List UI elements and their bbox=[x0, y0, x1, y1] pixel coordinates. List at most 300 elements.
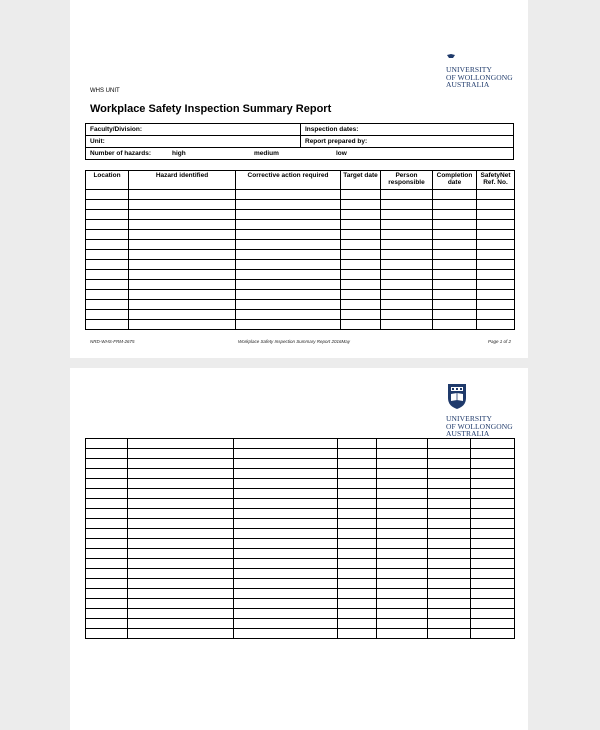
table-cell[interactable] bbox=[128, 489, 234, 499]
table-cell[interactable] bbox=[128, 539, 234, 549]
table-cell[interactable] bbox=[86, 589, 128, 599]
table-cell[interactable] bbox=[377, 529, 428, 539]
table-row bbox=[86, 549, 515, 559]
table-cell[interactable] bbox=[471, 549, 515, 559]
table-cell[interactable] bbox=[341, 280, 381, 290]
table-cell[interactable] bbox=[234, 549, 338, 559]
table-cell[interactable] bbox=[338, 549, 377, 559]
table-row bbox=[86, 320, 515, 330]
table-cell[interactable] bbox=[381, 230, 433, 240]
inspection-dates-field[interactable]: Inspection dates: bbox=[301, 124, 514, 136]
report-prepared-field[interactable]: Report prepared by: bbox=[301, 136, 514, 148]
table-cell[interactable] bbox=[428, 439, 471, 449]
table-cell[interactable] bbox=[129, 250, 236, 260]
table-cell[interactable] bbox=[428, 479, 471, 489]
table-cell[interactable] bbox=[338, 609, 377, 619]
table-cell[interactable] bbox=[433, 230, 477, 240]
table-cell[interactable] bbox=[234, 499, 338, 509]
table-cell[interactable] bbox=[428, 489, 471, 499]
table-cell[interactable] bbox=[471, 589, 515, 599]
table-cell[interactable] bbox=[86, 479, 128, 489]
table-cell[interactable] bbox=[377, 479, 428, 489]
table-cell[interactable] bbox=[377, 469, 428, 479]
table-cell[interactable] bbox=[433, 220, 477, 230]
table-cell[interactable] bbox=[86, 569, 128, 579]
table-cell[interactable] bbox=[428, 569, 471, 579]
table-cell[interactable] bbox=[338, 619, 377, 629]
table-cell[interactable] bbox=[428, 509, 471, 519]
table-cell[interactable] bbox=[381, 210, 433, 220]
table-cell[interactable] bbox=[338, 629, 377, 639]
table-cell[interactable] bbox=[86, 489, 128, 499]
table-cell[interactable] bbox=[128, 459, 234, 469]
table-cell[interactable] bbox=[433, 270, 477, 280]
table-cell[interactable] bbox=[86, 240, 129, 250]
table-cell[interactable] bbox=[128, 469, 234, 479]
summary-table-page-2 bbox=[85, 438, 515, 639]
table-cell[interactable] bbox=[86, 619, 128, 629]
table-cell[interactable] bbox=[477, 270, 515, 280]
table-cell[interactable] bbox=[86, 290, 129, 300]
table-cell[interactable] bbox=[86, 519, 128, 529]
table-cell[interactable] bbox=[433, 210, 477, 220]
table-cell[interactable] bbox=[471, 529, 515, 539]
col-hazard: Hazard identified bbox=[129, 171, 236, 190]
table-row bbox=[86, 190, 515, 200]
table-row bbox=[86, 499, 515, 509]
table-cell[interactable] bbox=[234, 579, 338, 589]
table-cell[interactable] bbox=[128, 579, 234, 589]
col-corrective-action: Corrective action required bbox=[236, 171, 341, 190]
table-cell[interactable] bbox=[128, 499, 234, 509]
table-cell[interactable] bbox=[477, 280, 515, 290]
hazards-low: low bbox=[336, 150, 347, 157]
table-cell[interactable] bbox=[341, 240, 381, 250]
table-cell[interactable] bbox=[338, 539, 377, 549]
table-cell[interactable] bbox=[341, 250, 381, 260]
table-cell[interactable] bbox=[128, 529, 234, 539]
table-cell[interactable] bbox=[86, 439, 128, 449]
table-cell[interactable] bbox=[338, 529, 377, 539]
table-cell[interactable] bbox=[128, 509, 234, 519]
unit-field[interactable]: Unit: bbox=[86, 136, 301, 148]
table-cell[interactable] bbox=[471, 459, 515, 469]
table-cell[interactable] bbox=[428, 499, 471, 509]
table-cell[interactable] bbox=[377, 509, 428, 519]
table-row bbox=[86, 479, 515, 489]
table-cell[interactable] bbox=[234, 439, 338, 449]
table-cell[interactable] bbox=[236, 250, 341, 260]
table-row bbox=[86, 529, 515, 539]
col-person-responsible: Person responsible bbox=[381, 171, 433, 190]
col-location: Location bbox=[86, 171, 129, 190]
table-cell[interactable] bbox=[341, 310, 381, 320]
col-safetynet-ref: SafetyNet Ref. No. bbox=[477, 171, 515, 190]
hazards-medium: medium bbox=[254, 150, 279, 157]
table-cell[interactable] bbox=[236, 220, 341, 230]
table-cell[interactable] bbox=[477, 200, 515, 210]
table-cell[interactable] bbox=[377, 439, 428, 449]
table-cell[interactable] bbox=[377, 449, 428, 459]
table-cell[interactable] bbox=[128, 629, 234, 639]
table-cell[interactable] bbox=[433, 260, 477, 270]
table-row bbox=[86, 270, 515, 280]
table-cell[interactable] bbox=[428, 539, 471, 549]
table-cell[interactable] bbox=[433, 310, 477, 320]
table-row bbox=[86, 599, 515, 609]
table-cell[interactable] bbox=[471, 449, 515, 459]
table-cell[interactable] bbox=[86, 449, 128, 459]
col-target-date: Target date bbox=[341, 171, 381, 190]
table-cell[interactable] bbox=[86, 200, 129, 210]
table-cell[interactable] bbox=[234, 449, 338, 459]
table-cell[interactable] bbox=[129, 220, 236, 230]
table-cell[interactable] bbox=[471, 509, 515, 519]
table-cell[interactable] bbox=[471, 569, 515, 579]
table-cell[interactable] bbox=[471, 539, 515, 549]
table-cell[interactable] bbox=[477, 220, 515, 230]
table-cell[interactable] bbox=[341, 290, 381, 300]
table-cell[interactable] bbox=[234, 589, 338, 599]
table-row bbox=[86, 240, 515, 250]
table-cell[interactable] bbox=[381, 250, 433, 260]
table-cell[interactable] bbox=[86, 509, 128, 519]
table-cell[interactable] bbox=[433, 190, 477, 200]
logo-line-3: AUSTRALIA bbox=[446, 80, 490, 89]
table-cell[interactable] bbox=[128, 619, 234, 629]
hazards-label: Number of hazards: bbox=[90, 150, 152, 157]
summary-table-body-1 bbox=[86, 190, 515, 330]
table-cell[interactable] bbox=[86, 469, 128, 479]
table-cell[interactable] bbox=[433, 290, 477, 300]
table-cell[interactable] bbox=[86, 539, 128, 549]
table-cell[interactable] bbox=[86, 529, 128, 539]
table-cell[interactable] bbox=[338, 559, 377, 569]
table-row bbox=[86, 509, 515, 519]
table-cell[interactable] bbox=[236, 210, 341, 220]
table-cell[interactable] bbox=[129, 310, 236, 320]
table-cell[interactable] bbox=[433, 200, 477, 210]
table-cell[interactable] bbox=[129, 320, 236, 330]
table-cell[interactable] bbox=[471, 439, 515, 449]
table-cell[interactable] bbox=[471, 609, 515, 619]
table-cell[interactable] bbox=[86, 459, 128, 469]
table-cell[interactable] bbox=[381, 260, 433, 270]
table-cell[interactable] bbox=[377, 519, 428, 529]
table-cell[interactable] bbox=[128, 549, 234, 559]
table-row bbox=[86, 280, 515, 290]
table-cell[interactable] bbox=[377, 579, 428, 589]
table-cell[interactable] bbox=[128, 479, 234, 489]
table-cell[interactable] bbox=[477, 240, 515, 250]
table-cell[interactable] bbox=[129, 230, 236, 240]
table-cell[interactable] bbox=[471, 629, 515, 639]
table-cell[interactable] bbox=[338, 469, 377, 479]
summary-table-body-2 bbox=[86, 439, 515, 639]
table-row bbox=[86, 629, 515, 639]
table-cell[interactable] bbox=[236, 320, 341, 330]
table-cell[interactable] bbox=[471, 499, 515, 509]
table-cell[interactable] bbox=[428, 449, 471, 459]
university-logo bbox=[446, 415, 513, 438]
table-row bbox=[86, 619, 515, 629]
table-cell[interactable] bbox=[477, 310, 515, 320]
info-table bbox=[85, 123, 514, 160]
table-cell[interactable] bbox=[428, 629, 471, 639]
table-cell[interactable] bbox=[377, 559, 428, 569]
table-cell[interactable] bbox=[381, 310, 433, 320]
table-cell[interactable] bbox=[128, 449, 234, 459]
table-cell[interactable] bbox=[86, 300, 129, 310]
table-cell[interactable] bbox=[338, 439, 377, 449]
table-cell[interactable] bbox=[338, 499, 377, 509]
summary-table-page-1 bbox=[85, 170, 515, 330]
table-cell[interactable] bbox=[338, 459, 377, 469]
table-cell[interactable] bbox=[86, 190, 129, 200]
table-cell[interactable] bbox=[471, 479, 515, 489]
table-cell[interactable] bbox=[477, 300, 515, 310]
table-cell[interactable] bbox=[234, 569, 338, 579]
hazards-high: high bbox=[172, 150, 186, 157]
table-cell[interactable] bbox=[341, 270, 381, 280]
table-cell[interactable] bbox=[338, 579, 377, 589]
table-cell[interactable] bbox=[86, 629, 128, 639]
table-cell[interactable] bbox=[128, 439, 234, 449]
table-cell[interactable] bbox=[128, 569, 234, 579]
table-cell[interactable] bbox=[471, 619, 515, 629]
table-cell[interactable] bbox=[338, 569, 377, 579]
hazards-row[interactable] bbox=[86, 148, 514, 160]
table-cell[interactable] bbox=[341, 260, 381, 270]
table-cell[interactable] bbox=[86, 210, 129, 220]
page-1 bbox=[70, 0, 528, 358]
table-cell[interactable] bbox=[128, 599, 234, 609]
table-cell[interactable] bbox=[377, 549, 428, 559]
table-cell[interactable] bbox=[433, 320, 477, 330]
table-cell[interactable] bbox=[381, 190, 433, 200]
table-cell[interactable] bbox=[377, 629, 428, 639]
table-cell[interactable] bbox=[234, 619, 338, 629]
table-cell[interactable] bbox=[428, 599, 471, 609]
table-cell[interactable] bbox=[377, 499, 428, 509]
logo-line-2: OF WOLLONGONG bbox=[446, 421, 513, 431]
table-row bbox=[86, 250, 515, 260]
table-cell[interactable] bbox=[477, 290, 515, 300]
table-cell[interactable] bbox=[86, 579, 128, 589]
table-cell[interactable] bbox=[381, 320, 433, 330]
table-cell[interactable] bbox=[433, 250, 477, 260]
table-cell[interactable] bbox=[377, 599, 428, 609]
table-row bbox=[86, 609, 515, 619]
table-cell[interactable] bbox=[236, 270, 341, 280]
table-cell[interactable] bbox=[428, 549, 471, 559]
table-cell[interactable] bbox=[377, 569, 428, 579]
table-cell[interactable] bbox=[236, 300, 341, 310]
table-cell[interactable] bbox=[236, 190, 341, 200]
table-cell[interactable] bbox=[86, 559, 128, 569]
table-cell[interactable] bbox=[234, 539, 338, 549]
table-cell[interactable] bbox=[86, 260, 129, 270]
table-cell[interactable] bbox=[377, 539, 428, 549]
table-cell[interactable] bbox=[381, 240, 433, 250]
table-cell[interactable] bbox=[129, 190, 236, 200]
table-cell[interactable] bbox=[381, 270, 433, 280]
table-cell[interactable] bbox=[338, 489, 377, 499]
table-cell[interactable] bbox=[471, 559, 515, 569]
table-cell[interactable] bbox=[234, 529, 338, 539]
table-cell[interactable] bbox=[86, 499, 128, 509]
table-cell[interactable] bbox=[377, 489, 428, 499]
table-cell[interactable] bbox=[128, 589, 234, 599]
table-cell[interactable] bbox=[234, 519, 338, 529]
table-cell[interactable] bbox=[129, 210, 236, 220]
faculty-field[interactable]: Faculty/Division: bbox=[86, 124, 301, 136]
table-row bbox=[86, 559, 515, 569]
table-cell[interactable] bbox=[341, 320, 381, 330]
table-cell[interactable] bbox=[377, 609, 428, 619]
table-cell[interactable] bbox=[428, 519, 471, 529]
table-cell[interactable] bbox=[129, 290, 236, 300]
table-cell[interactable] bbox=[428, 529, 471, 539]
table-cell[interactable] bbox=[236, 290, 341, 300]
footer-left: NRD-WHS-FRM-2675 bbox=[90, 339, 135, 344]
table-cell[interactable] bbox=[341, 210, 381, 220]
table-cell[interactable] bbox=[128, 609, 234, 619]
table-row bbox=[86, 459, 515, 469]
table-cell[interactable] bbox=[477, 320, 515, 330]
table-cell[interactable] bbox=[129, 300, 236, 310]
table-row bbox=[86, 230, 515, 240]
table-row bbox=[86, 569, 515, 579]
logo-line-3: AUSTRALIA bbox=[446, 429, 490, 438]
table-cell[interactable] bbox=[428, 579, 471, 589]
table-cell[interactable] bbox=[86, 609, 128, 619]
table-cell[interactable] bbox=[477, 210, 515, 220]
table-cell[interactable] bbox=[338, 589, 377, 599]
table-row bbox=[86, 200, 515, 210]
table-cell[interactable] bbox=[471, 579, 515, 589]
table-cell[interactable] bbox=[433, 240, 477, 250]
table-cell[interactable] bbox=[428, 619, 471, 629]
table-cell[interactable] bbox=[338, 519, 377, 529]
table-cell[interactable] bbox=[86, 230, 129, 240]
table-cell[interactable] bbox=[234, 469, 338, 479]
table-cell[interactable] bbox=[377, 589, 428, 599]
table-cell[interactable] bbox=[86, 250, 129, 260]
table-cell[interactable] bbox=[234, 489, 338, 499]
table-row bbox=[86, 449, 515, 459]
table-cell[interactable] bbox=[428, 469, 471, 479]
table-cell[interactable] bbox=[381, 300, 433, 310]
table-cell[interactable] bbox=[377, 619, 428, 629]
table-cell[interactable] bbox=[129, 200, 236, 210]
table-cell[interactable] bbox=[86, 320, 129, 330]
table-cell[interactable] bbox=[129, 260, 236, 270]
page-title: Workplace Safety Inspection Summary Report bbox=[90, 103, 332, 115]
table-cell[interactable] bbox=[86, 310, 129, 320]
table-cell[interactable] bbox=[234, 629, 338, 639]
table-cell[interactable] bbox=[471, 489, 515, 499]
table-cell[interactable] bbox=[236, 230, 341, 240]
table-cell[interactable] bbox=[338, 479, 377, 489]
table-row bbox=[86, 489, 515, 499]
table-cell[interactable] bbox=[236, 310, 341, 320]
table-cell[interactable] bbox=[428, 589, 471, 599]
university-crest-icon bbox=[447, 382, 467, 410]
table-cell[interactable] bbox=[236, 280, 341, 290]
table-cell[interactable] bbox=[236, 260, 341, 270]
table-cell[interactable] bbox=[428, 459, 471, 469]
table-row bbox=[86, 210, 515, 220]
table-row bbox=[86, 260, 515, 270]
table-cell[interactable] bbox=[129, 270, 236, 280]
table-cell[interactable] bbox=[381, 220, 433, 230]
table-cell[interactable] bbox=[234, 559, 338, 569]
table-cell[interactable] bbox=[471, 519, 515, 529]
table-cell[interactable] bbox=[428, 559, 471, 569]
table-cell[interactable] bbox=[128, 519, 234, 529]
table-cell[interactable] bbox=[341, 220, 381, 230]
table-cell[interactable] bbox=[338, 449, 377, 459]
table-cell[interactable] bbox=[341, 300, 381, 310]
table-cell[interactable] bbox=[86, 270, 129, 280]
table-cell[interactable] bbox=[377, 459, 428, 469]
table-row bbox=[86, 539, 515, 549]
table-cell[interactable] bbox=[236, 240, 341, 250]
table-cell[interactable] bbox=[234, 459, 338, 469]
table-cell[interactable] bbox=[129, 280, 236, 290]
table-cell[interactable] bbox=[477, 190, 515, 200]
table-cell[interactable] bbox=[471, 599, 515, 609]
table-cell[interactable] bbox=[381, 290, 433, 300]
table-row bbox=[86, 220, 515, 230]
table-cell[interactable] bbox=[433, 300, 477, 310]
page-2 bbox=[70, 368, 528, 730]
table-cell[interactable] bbox=[471, 469, 515, 479]
table-cell[interactable] bbox=[86, 549, 128, 559]
table-cell[interactable] bbox=[341, 230, 381, 240]
table-cell[interactable] bbox=[234, 609, 338, 619]
table-cell[interactable] bbox=[234, 509, 338, 519]
table-cell[interactable] bbox=[128, 559, 234, 569]
table-cell[interactable] bbox=[234, 599, 338, 609]
footer-center: Workplace Safety Inspection Summary Report 2016May bbox=[238, 339, 351, 344]
table-cell[interactable] bbox=[86, 280, 129, 290]
table-cell[interactable] bbox=[477, 260, 515, 270]
table-cell[interactable] bbox=[381, 200, 433, 210]
table-cell[interactable] bbox=[129, 240, 236, 250]
table-row bbox=[86, 579, 515, 589]
table-cell[interactable] bbox=[477, 230, 515, 240]
col-completion-date: Completion date bbox=[433, 171, 477, 190]
table-row bbox=[86, 290, 515, 300]
table-cell[interactable] bbox=[338, 509, 377, 519]
unit-label: WHS UNIT bbox=[90, 88, 120, 94]
table-cell[interactable] bbox=[428, 609, 471, 619]
table-cell[interactable] bbox=[433, 280, 477, 290]
table-cell[interactable] bbox=[86, 599, 128, 609]
table-cell[interactable] bbox=[477, 250, 515, 260]
table-cell[interactable] bbox=[236, 200, 341, 210]
table-cell[interactable] bbox=[341, 190, 381, 200]
table-row bbox=[86, 589, 515, 599]
table-cell[interactable] bbox=[86, 220, 129, 230]
table-cell[interactable] bbox=[381, 280, 433, 290]
table-cell[interactable] bbox=[341, 200, 381, 210]
table-row bbox=[86, 469, 515, 479]
table-cell[interactable] bbox=[338, 599, 377, 609]
table-cell[interactable] bbox=[234, 479, 338, 489]
